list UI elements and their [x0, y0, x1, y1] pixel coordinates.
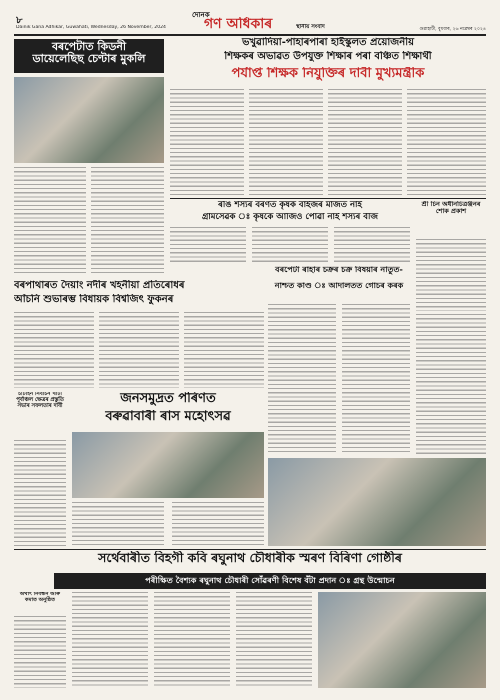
court-body-col2 [342, 304, 410, 454]
road-headline-1: ৰঙি শস্যৰ বৰণত কৃষক বাইজৰ মাজত নাই [218, 201, 362, 210]
small-bottom-body [14, 616, 66, 688]
river-body-col2 [99, 312, 179, 388]
river-body-col1 [14, 312, 94, 388]
kidney-body [14, 167, 86, 275]
date-assamese: গুৱাহাটী, বুধবাৰ, ২৬ নৱেম্বৰ ২০২৪ [419, 27, 486, 32]
obituary [416, 201, 486, 311]
teachers-body-col2 [249, 89, 323, 195]
teachers-headline-3: পৰ্যাপ্ত শিক্ষক নিযুক্তিৰ দাবী মুখ্যমন্ত্ৰীক [231, 67, 425, 81]
teachers-story [170, 37, 486, 197]
teachers-body-col4 [407, 89, 486, 195]
ras-story [72, 392, 264, 548]
side-notice-body [14, 440, 66, 548]
ras-headline-2: বৰুৱাবাৰী ৰাস মহোৎসৱ [105, 410, 231, 424]
book-headline: পৰীক্ষিত বৈশ্যক ৰঘুনাথ চৌধাৰী সোঁৱৰণী বিশেষ বঁটা প্ৰদান ঃ গ্ৰন্থ উন্মোচন [54, 573, 486, 589]
side-notice [14, 392, 66, 548]
river-headline-1: বৰপাথাৰত দৈয়াং নদীৰ খহনীয়া প্ৰতিৰোধৰ [14, 280, 185, 291]
side-notice-headline: চাৰ্টাইন নিৰ্বাচন খাৰ্টী পূৰ্বাঞ্চল ক্ষেত্ৰৰ প্ৰস্তুতি সভাৰ সফলতাৰ দাবী [16, 392, 64, 409]
book-body-col3 [236, 592, 312, 688]
road-body-col3 [334, 227, 410, 263]
court-headline-2: নাশ্চত কাণ্ড ঃ আদালতত গোচৰ কৰক [274, 282, 404, 290]
section-label: স্থানীয় সংবাদ [296, 24, 325, 30]
river-body-col3 [184, 312, 264, 388]
rule-top-right [170, 198, 486, 199]
kidney-photo [14, 77, 164, 163]
court-headline-1: বৰপেটা ৰাহাৰ চক্ৰৰ চক্ৰ বিষয়াৰ নাতুত- [275, 266, 403, 274]
teachers-headline-2: শিক্ষকৰ অভাৱত উপযুক্ত শিক্ষাৰ পৰা বঞ্চিত শিক্ষাৰ্থী [224, 51, 432, 62]
court-story [268, 266, 410, 300]
masthead-rule [14, 34, 486, 36]
teachers-body-col1 [170, 89, 244, 195]
river-story [14, 280, 264, 390]
book-body-col1 [72, 592, 148, 688]
rule-chowdhury [14, 549, 486, 550]
teachers-headline-1: ভখুৱাদিয়া-পাহাৰপাৰা হাইস্কুলত প্ৰয়োজনীয় [242, 37, 414, 48]
ras-body-col1 [72, 502, 164, 548]
obituary-body [416, 239, 486, 311]
river-headline-2: আঁচনি শুভাৰম্ভ বিধায়ক বিশ্বজিৎ ফুকনৰ [14, 294, 174, 305]
ras-headline-1: জনসমুদ্ৰত পৰিণত [120, 392, 216, 406]
road-body-col1 [170, 227, 246, 263]
court-body-col1 [268, 304, 336, 454]
court-photo [268, 458, 486, 546]
small-bottom-headline: অৰ্থাৎ নিবন্ধন আৰু কমাত অনুষ্ঠিত [19, 592, 61, 603]
dateline: Dainik Gana Adhikar, Guwahati, Wednesday, 26 November, 2024 [16, 25, 166, 30]
kidney-body-col2 [91, 167, 164, 275]
right-column-body [416, 314, 486, 454]
kidney-story [14, 37, 164, 277]
chowdhury-headline: সৰ্থেবাৰীত বিহগী কবি ৰঘুনাথ চৌধাৰীক স্মৰণ বিৰিণা গোষ্ঠীৰ [98, 551, 402, 565]
kidney-headline: বৰপেটাত কিডনী ডায়েলেছিছ চেণ্টাৰ মুকলি [14, 39, 164, 73]
road-headline-2: গ্ৰামসেৱক ঃ কৃষকে আজিও পোৱা নাই শস্যৰ বীজ [201, 213, 379, 222]
book-body-col2 [154, 592, 230, 688]
ras-photo [72, 432, 264, 498]
book-photo [318, 592, 486, 688]
masthead [14, 12, 486, 34]
teachers-body-col3 [328, 89, 402, 195]
page-number: ৮ [16, 15, 23, 25]
small-bottom-story [14, 592, 66, 688]
road-story [170, 201, 410, 263]
road-body-col2 [252, 227, 328, 263]
paper-name: গণ অধিকাৰ [204, 17, 273, 32]
obituary-headline: শ্ৰী চিন অধীনচিত্ৰঞ্জনৰ শোক প্ৰকাশ [421, 201, 481, 216]
ras-body-col2 [172, 502, 264, 548]
paper-prefix: দৈনিক [192, 12, 210, 19]
